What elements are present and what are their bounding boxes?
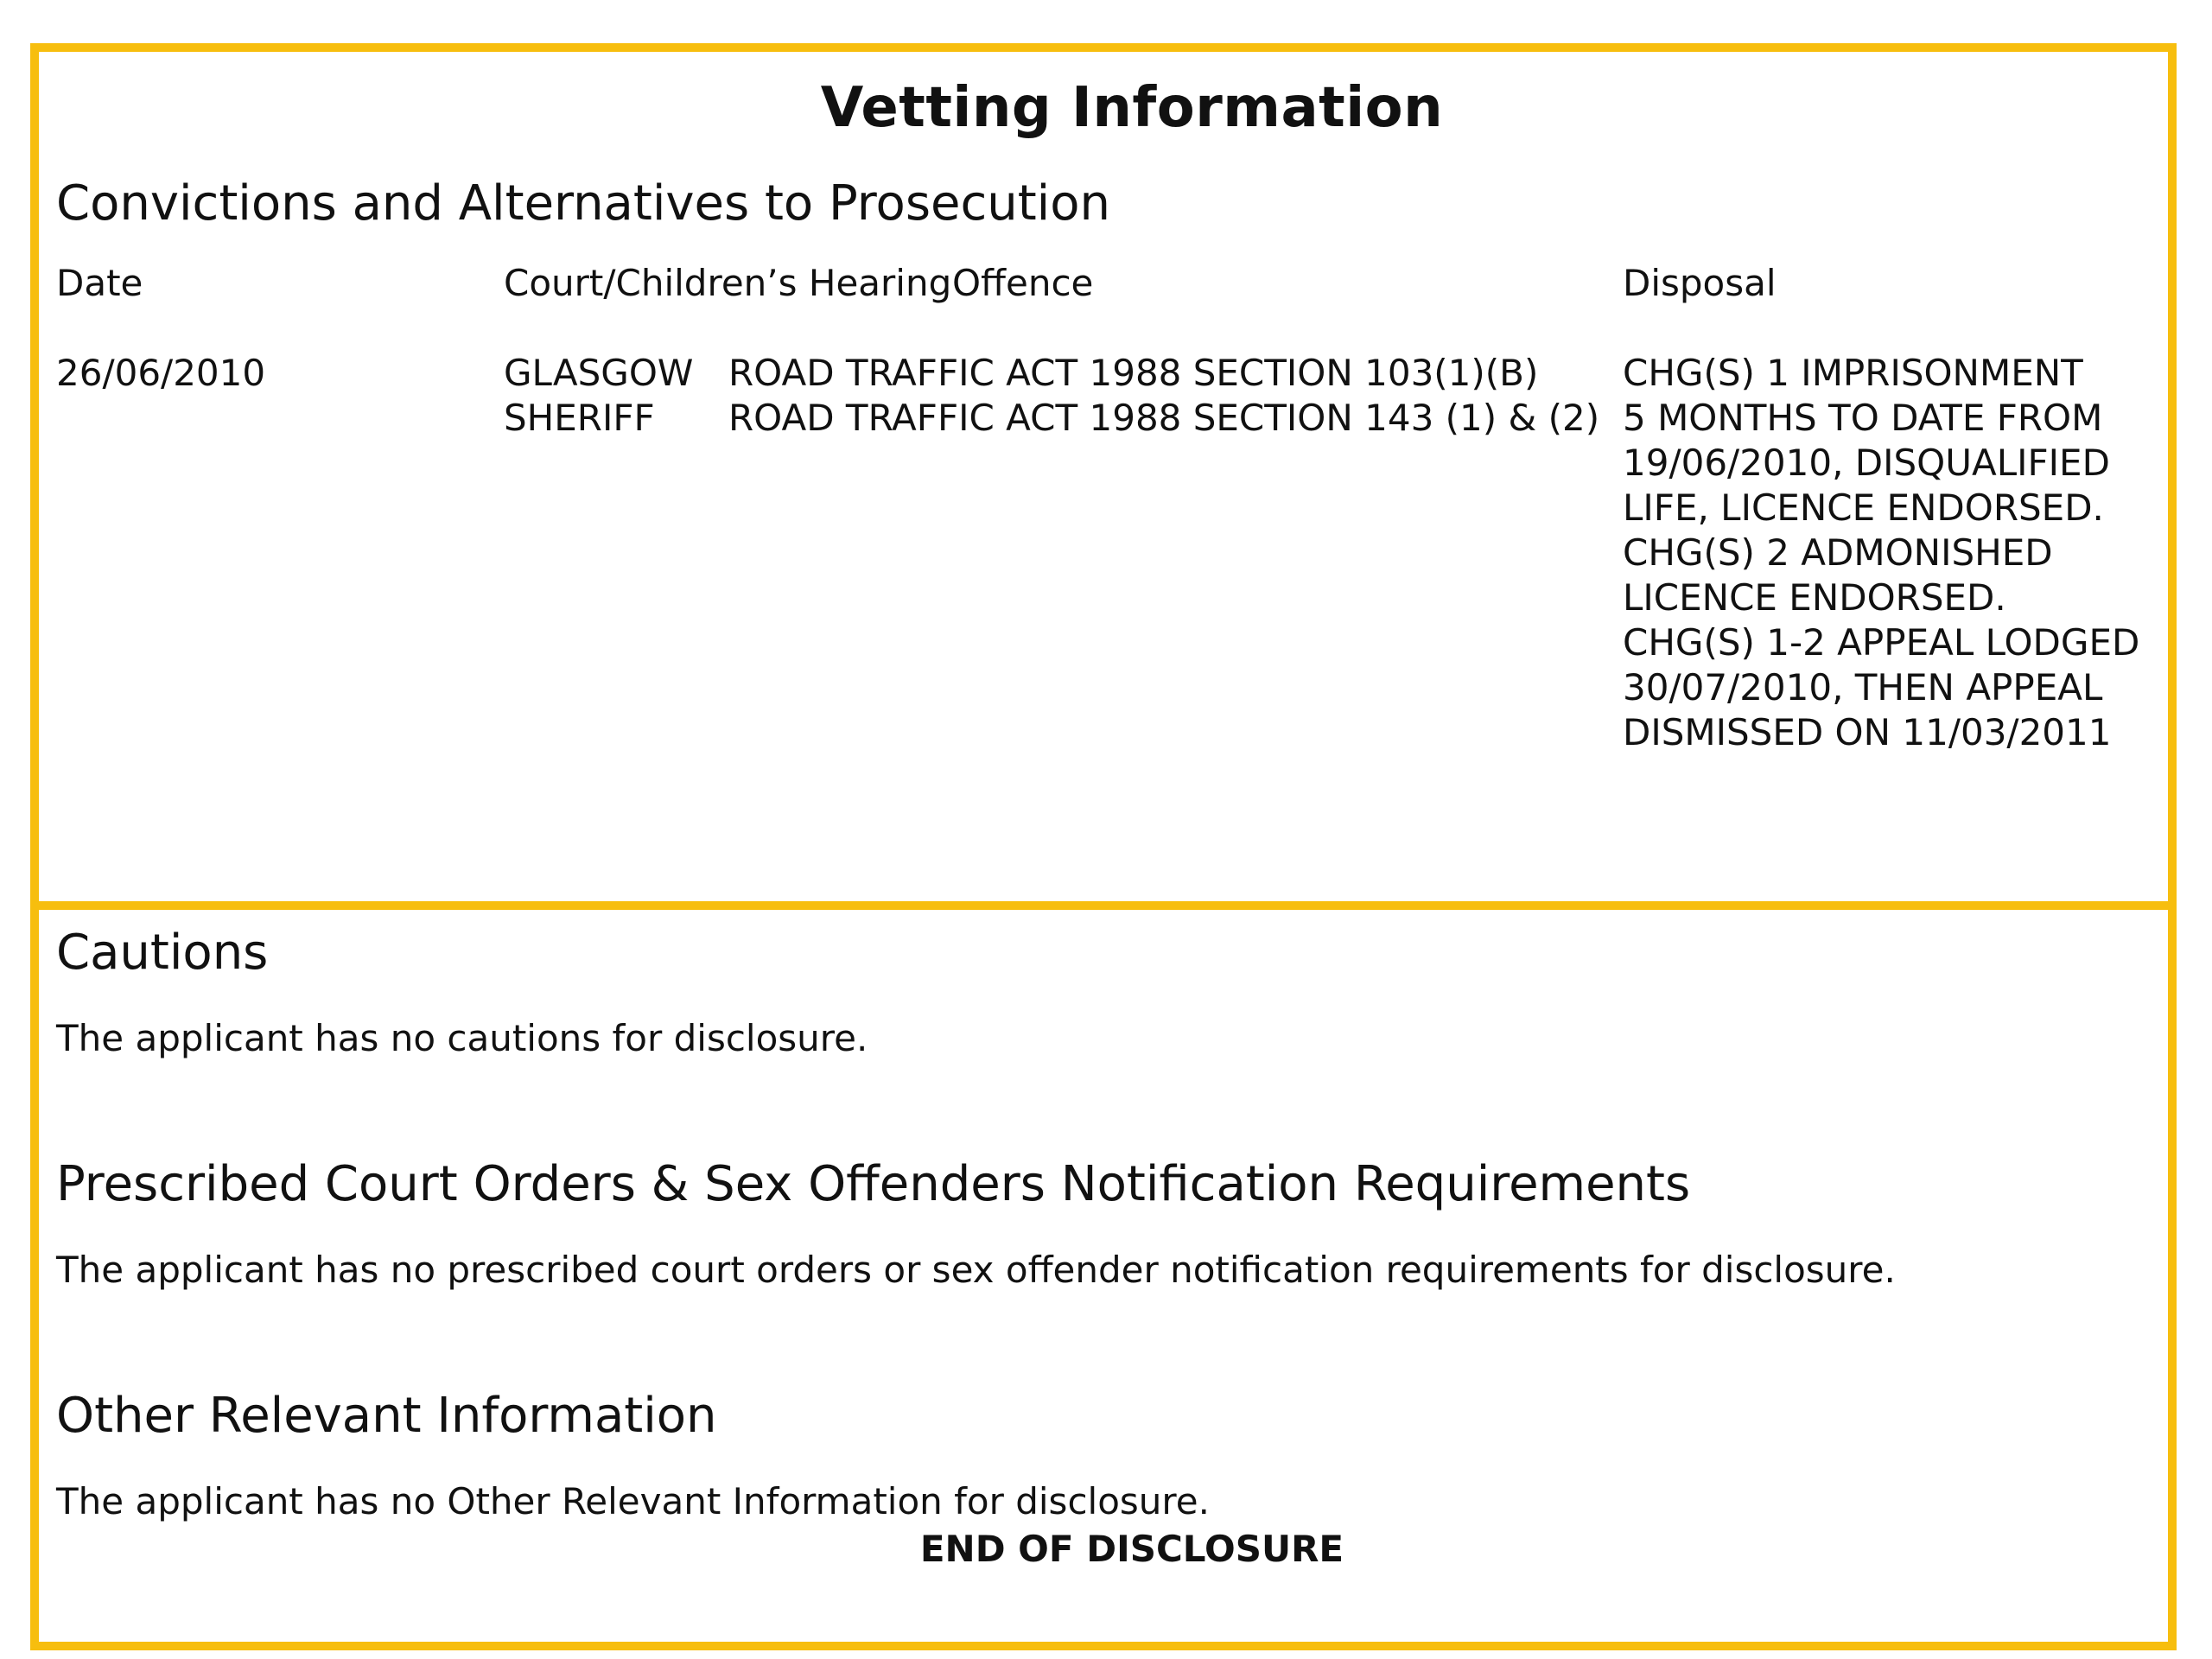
court-orders-heading: Prescribed Court Orders & Sex Offenders Notification Requirements <box>56 1156 1691 1212</box>
column-header-date: Date <box>56 262 143 304</box>
conviction-date: 26/06/2010 <box>56 352 266 394</box>
disposal-line: DISMISSED ON 11/03/2011 <box>1623 711 2112 753</box>
disposal-line: 5 MONTHS TO DATE FROM <box>1623 397 2103 439</box>
conviction-disposal <box>1623 351 2139 755</box>
disposal-line: LICENCE ENDORSED. <box>1623 576 2006 619</box>
conviction-court <box>504 351 693 441</box>
section-divider <box>30 901 2177 910</box>
cautions-text: The applicant has no cautions for disclosure. <box>56 1017 868 1059</box>
court-line: SHERIFF <box>504 397 655 439</box>
conviction-offence <box>728 351 1599 441</box>
column-header-disposal: Disposal <box>1623 262 1777 304</box>
offence-line: ROAD TRAFFIC ACT 1988 SECTION 103(1)(B) <box>728 352 1539 394</box>
disposal-line: 30/07/2010, THEN APPEAL <box>1623 666 2103 709</box>
end-of-disclosure: END OF DISCLOSURE <box>919 1528 1344 1570</box>
column-header-offence: Offence <box>952 262 1094 304</box>
convictions-heading: Convictions and Alternatives to Prosecution <box>56 175 1110 232</box>
disposal-line: 19/06/2010, DISQUALIFIED <box>1623 442 2110 484</box>
other-info-heading: Other Relevant Information <box>56 1388 717 1444</box>
other-info-text: The applicant has no Other Relevant Information for disclosure. <box>56 1480 1210 1522</box>
document-title: Vetting Information <box>820 76 1444 140</box>
disposal-line: CHG(S) 1-2 APPEAL LODGED <box>1623 621 2140 664</box>
column-header-court: Court/Children’s Hearing <box>504 262 952 304</box>
court-orders-text: The applicant has no prescribed court orders or sex offender notification requirements for disclosure. <box>56 1249 1896 1291</box>
disposal-line: CHG(S) 2 ADMONISHED <box>1623 531 2053 574</box>
court-line: GLASGOW <box>504 352 694 394</box>
offence-line: ROAD TRAFFIC ACT 1988 SECTION 143 (1) & (2) <box>728 397 1600 439</box>
disposal-line: CHG(S) 1 IMPRISONMENT <box>1623 352 2083 394</box>
cautions-heading: Cautions <box>56 925 269 981</box>
disposal-line: LIFE, LICENCE ENDORSED. <box>1623 486 2104 529</box>
